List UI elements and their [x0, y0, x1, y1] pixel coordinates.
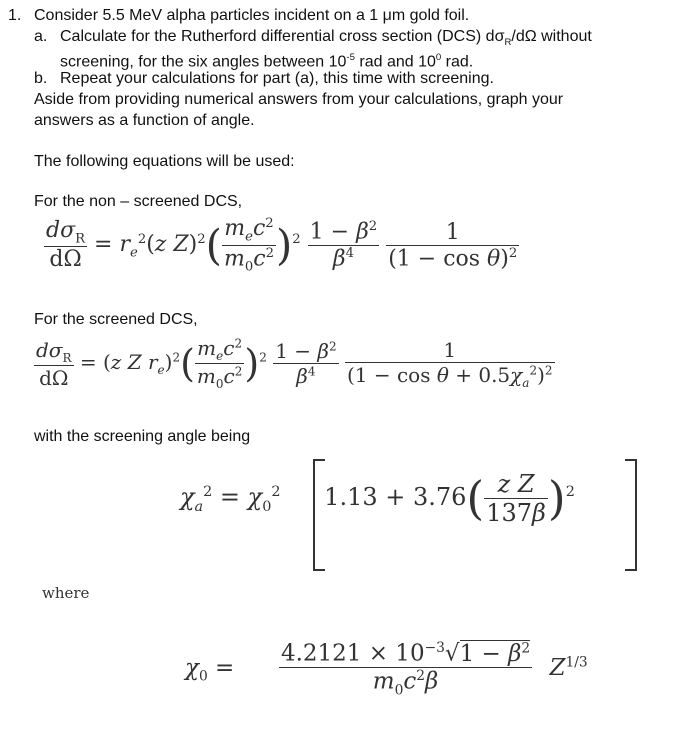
screening-angle-label: with the screening angle being	[34, 428, 251, 445]
part-a-label: a.	[34, 28, 48, 45]
equations-intro: The following equations will be used:	[34, 153, 295, 170]
problem-intro: Consider 5.5 MeV alpha particles incident on a 1 μm gold foil.	[34, 7, 470, 24]
aside-line2: answers as a function of angle.	[34, 112, 255, 129]
equation-chi-zero: $\chi_0$ = $\frac{4.2121 \times 10^{-3}√1 - \beta^2}{m_0c^2\beta}$ $Z^{1/3}$	[185, 640, 588, 698]
problem-number: 1.	[8, 7, 22, 24]
non-screened-label: For the non – screened DCS,	[34, 193, 243, 210]
part-b-text: Repeat your calculations for part (a), this time with screening.	[60, 70, 494, 87]
right-bracket	[625, 459, 637, 571]
equation-non-screened-dcs: $\frac{d\sigma_R}{d\Omega}$ = $r_e^2(z$ Z)$^2$( $\frac{m_ec^2}{m_0c^2}$ )$^2$ $\frac{1 - \beta^2}{\beta^4}$ $\frac{1}{(1 - \cos \theta)^2}$	[46, 216, 518, 275]
left-bracket	[313, 459, 325, 571]
equation-screening-angle: $\chi_a^2 = \chi_0^2$ 1.13 + 3.76( $\frac{\text{z Z}}{137\beta}$ )$^2$	[180, 470, 575, 527]
part-a-line1: Calculate for the Rutherford differential cross section (DCS) $d\sigma_R/d\Omega$ without	[60, 28, 592, 49]
where-label: where	[42, 584, 90, 602]
aside-line1: Aside from providing numerical answers from your calculations, graph your	[34, 91, 564, 108]
screened-label: For the screened DCS,	[34, 311, 198, 328]
part-b-label: b.	[34, 70, 48, 87]
equation-screened-dcs: $\frac{d\sigma_R}{d\Omega}$ = (z Z $r_e)^2$( $\frac{m_ec^2}{m_0c^2}$ )$^2$ $\frac{1 - \beta^2}{\beta^4}$ $\frac{1}{(1 - \cos \theta + 0.5\chi_a^2)^2}$	[36, 336, 553, 391]
part-a-line2: screening, for the six angles between $10^{-5}$ rad and $10^0$ rad.	[60, 52, 474, 71]
